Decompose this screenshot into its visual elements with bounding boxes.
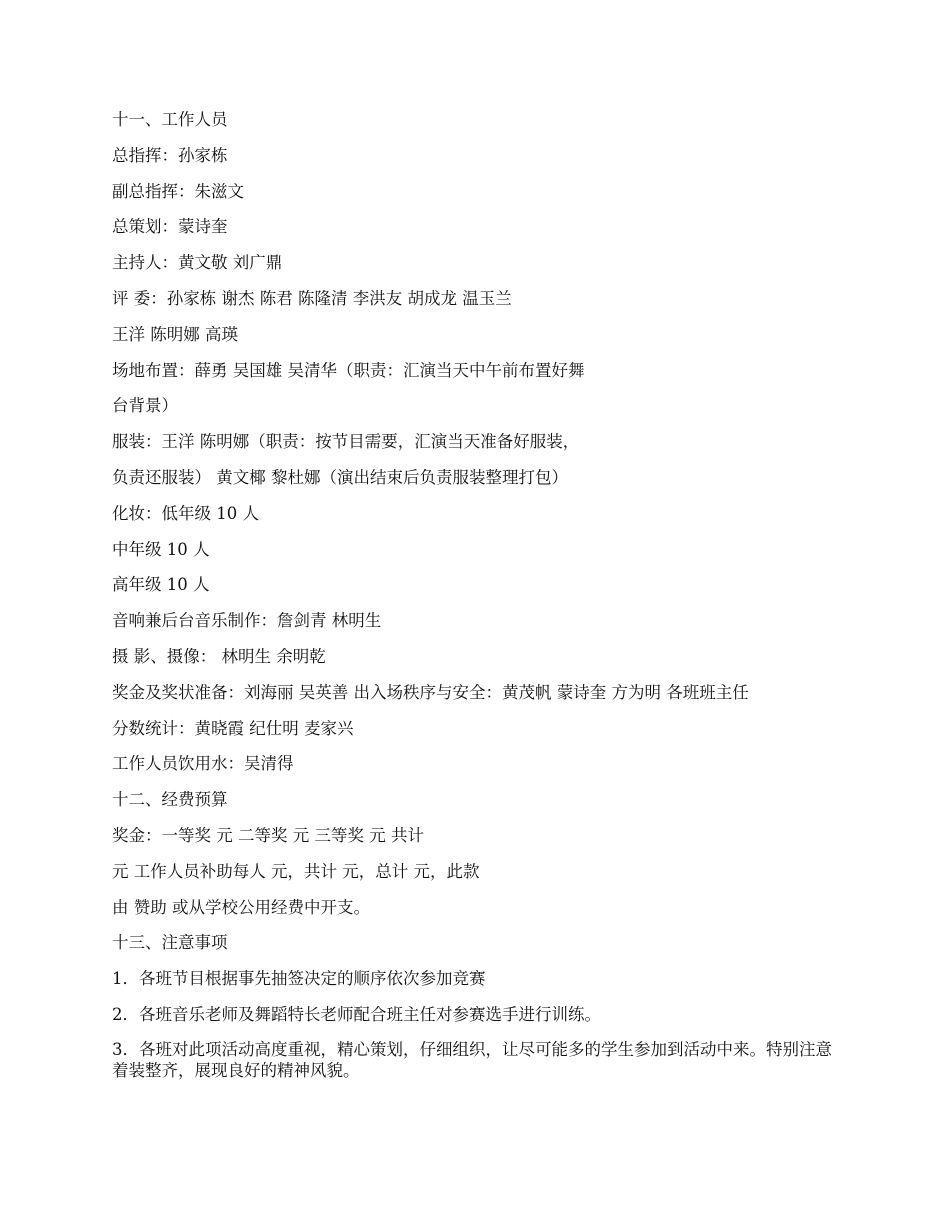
- text-line: 主持人：黄文敬 刘广鼎: [112, 253, 283, 273]
- text-line: 总策划：蒙诗奎: [112, 217, 228, 237]
- text-line: 工作人员饮用水：吴清得: [112, 754, 294, 774]
- text-line: 负责还服装） 黄文椰 黎杜娜（演出结束后负责服装整理打包）: [112, 467, 568, 487]
- text-line: 分数统计：黄晓霞 纪仕明 麦家兴: [112, 718, 354, 738]
- text-line: 高年级 10 人: [112, 575, 210, 595]
- text-line: 中年级 10 人: [112, 539, 210, 559]
- text-line: 总指挥：孙家栋: [112, 145, 228, 165]
- text-line: 奖金：一等奖 元 二等奖 元 三等奖 元 共计: [112, 825, 424, 845]
- section-heading-budget: 十二、经费预算: [112, 790, 228, 810]
- text-line: 服装：王洋 陈明娜（职责：按节目需要，汇演当天准备好服装，: [112, 432, 580, 452]
- text-line: 评 委：孙家栋 谢杰 陈君 陈隆清 李洪友 胡成龙 温玉兰: [112, 288, 512, 308]
- text-line: 王洋 陈明娜 高瑛: [112, 324, 238, 344]
- text-line: 摄 影、摄像： 林明生 余明乾: [112, 646, 326, 666]
- text-line: 化妆：低年级 10 人: [112, 503, 259, 523]
- text-line: 副总指挥：朱滋文: [112, 181, 244, 201]
- text-line: 台背景）: [112, 396, 178, 416]
- text-line: 元 工作人员补助每人 元，共计 元，总计 元，此款: [112, 861, 480, 881]
- text-line: 场地布置：薛勇 吴国雄 吴清华（职责：汇演当天中午前布置好舞: [112, 360, 585, 380]
- section-heading-staff: 十一、工作人员: [112, 110, 228, 129]
- list-item-paragraph: 3．各班对此项活动高度重视，精心策划，仔细组织，让尽可能多的学生参加到活动中来。特别注意着装整齐，展现良好的精神风貌。: [112, 1039, 832, 1080]
- text-line: 由 赞助 或从学校公用经费中开支。: [112, 897, 370, 917]
- text-line: 奖金及奖状准备：刘海丽 吴英善 出入场秩序与安全：黄茂帆 蒙诗奎 方为明 各班班主任: [112, 682, 749, 702]
- text-line: 音响兼后台音乐制作：詹剑青 林明生: [112, 611, 382, 631]
- document-body: [112, 108, 832, 1081]
- list-item: 1．各班节目根据事先抽签决定的顺序依次参加竞赛: [112, 969, 486, 989]
- list-item: 2．各班音乐老师及舞蹈特长老师配合班主任对参赛选手进行训练。: [112, 1004, 601, 1024]
- section-heading-notes: 十三、注意事项: [112, 933, 228, 953]
